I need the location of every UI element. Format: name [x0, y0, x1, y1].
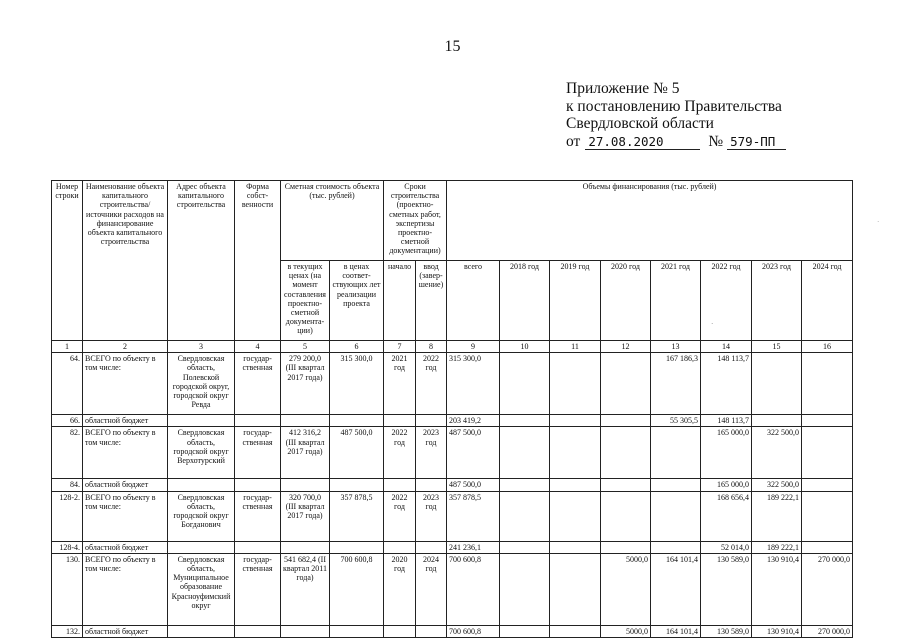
- cell-y2021: 164 101,4: [651, 553, 701, 625]
- cell-total: 241 236,1: [447, 541, 500, 553]
- cell-cost-project: [330, 625, 384, 637]
- cell-y2018: [500, 353, 550, 415]
- date-prefix: от: [566, 132, 581, 150]
- cell-ownership: государ-ственная: [235, 353, 281, 415]
- cell-no: 64.: [52, 353, 83, 415]
- cell-y2024: 270 000,0: [802, 625, 853, 637]
- cell-cost-current: 541 682,4 (II квартал 2011 года): [281, 553, 330, 625]
- cell-y2018: [500, 479, 550, 491]
- appendix-block: [566, 80, 786, 150]
- cell-address: Свердловская область, Муниципальное образование Красноуфимский округ: [168, 553, 235, 625]
- cell-start: [384, 415, 416, 427]
- resolution-date: 27.08.2020: [585, 135, 700, 150]
- cell-name: областной бюджет: [83, 415, 168, 427]
- cell-y2023: [752, 353, 802, 415]
- cell-y2021: [651, 491, 701, 541]
- cell-y2018: [500, 553, 550, 625]
- cell-y2023: 189 222,1: [752, 541, 802, 553]
- cell-ownership: [235, 415, 281, 427]
- header-year-2020: 2020 год: [601, 261, 651, 341]
- page-number: 15: [444, 38, 461, 55]
- column-number: 5: [281, 341, 330, 353]
- cell-end: 2022 год: [416, 353, 447, 415]
- cell-address: Свердловская область, городской округ Верхотурский: [168, 427, 235, 479]
- header-address: Адрес объекта капитального строительства: [168, 181, 235, 341]
- cell-start: 2021 год: [384, 353, 416, 415]
- table-row: [52, 541, 853, 553]
- column-number: 2: [83, 341, 168, 353]
- cell-end: 2023 год: [416, 427, 447, 479]
- header-ownership: Форма собст-венности: [235, 181, 281, 341]
- cell-y2019: [550, 479, 601, 491]
- scan-tick-mark: ·: [711, 320, 714, 328]
- cell-y2019: [550, 553, 601, 625]
- header-year-2021: 2021 год: [651, 261, 701, 341]
- cell-y2020: [601, 427, 651, 479]
- cell-y2022: 165 000,0: [701, 479, 752, 491]
- cell-ownership: государ-ственная: [235, 491, 281, 541]
- cell-cost-project: 357 878,5: [330, 491, 384, 541]
- header-row-number: Номер строки: [52, 181, 83, 341]
- cell-y2023: 322 500,0: [752, 479, 802, 491]
- cell-start: [384, 479, 416, 491]
- cell-y2021: [651, 541, 701, 553]
- cell-cost-current: 412 316,2 (III квартал 2017 года): [281, 427, 330, 479]
- cell-y2023: 322 500,0: [752, 427, 802, 479]
- cell-address: [168, 541, 235, 553]
- cell-cost-current: [281, 541, 330, 553]
- appendix-title: Приложение № 5: [566, 80, 680, 97]
- cell-end: [416, 479, 447, 491]
- cell-cost-project: [330, 415, 384, 427]
- cell-ownership: [235, 625, 281, 637]
- cell-cost-project: 315 300,0: [330, 353, 384, 415]
- cell-y2021: [651, 427, 701, 479]
- financing-table: [51, 180, 853, 638]
- cell-y2020: [601, 479, 651, 491]
- cell-total: 315 300,0: [447, 353, 500, 415]
- column-number: 15: [752, 341, 802, 353]
- header-construction-terms: Сроки строительства (проектно-сметных работ, экспертизы проектно-сметной документации): [384, 181, 447, 261]
- cell-end: [416, 415, 447, 427]
- cell-ownership: государ-ственная: [235, 427, 281, 479]
- cell-cost-project: 487 500,0: [330, 427, 384, 479]
- column-number: 6: [330, 341, 384, 353]
- header-row-top: [52, 181, 853, 261]
- table-row: [52, 553, 853, 625]
- cell-cost-current: 320 700,0 (III квартал 2017 года): [281, 491, 330, 541]
- appendix-region-line: Свердловской области: [566, 115, 714, 132]
- column-number: 14: [701, 341, 752, 353]
- cell-end: 2024 год: [416, 553, 447, 625]
- cell-cost-current: [281, 625, 330, 637]
- cell-end: 2023 год: [416, 491, 447, 541]
- cell-start: 2022 год: [384, 491, 416, 541]
- column-number: 1: [52, 341, 83, 353]
- cell-y2022: 148 113,7: [701, 353, 752, 415]
- cell-y2024: [802, 353, 853, 415]
- table-row: [52, 479, 853, 491]
- column-number: 3: [168, 341, 235, 353]
- cell-y2019: [550, 491, 601, 541]
- cell-y2023: 130 910,4: [752, 553, 802, 625]
- cell-y2020: 5000,0: [601, 553, 651, 625]
- cell-cost-project: [330, 479, 384, 491]
- cell-address: Свердловская область, Полевской городской округ, городской округ Ревда: [168, 353, 235, 415]
- number-prefix: №: [708, 132, 724, 150]
- cell-total: 487 500,0: [447, 479, 500, 491]
- column-number: 11: [550, 341, 601, 353]
- cell-start: [384, 541, 416, 553]
- cell-y2018: [500, 415, 550, 427]
- cell-y2020: 5000,0: [601, 625, 651, 637]
- cell-y2019: [550, 415, 601, 427]
- cell-y2019: [550, 625, 601, 637]
- cell-y2022: 148 113,7: [701, 415, 752, 427]
- cell-y2021: 55 305,5: [651, 415, 701, 427]
- cell-total: 203 419,2: [447, 415, 500, 427]
- header-start: начало: [384, 261, 416, 341]
- cell-total: 700 600,8: [447, 553, 500, 625]
- cell-cost-current: [281, 479, 330, 491]
- table-row: [52, 625, 853, 637]
- table-row: [52, 427, 853, 479]
- cell-no: 128-2.: [52, 491, 83, 541]
- cell-y2020: [601, 353, 651, 415]
- cell-cost-project: [330, 541, 384, 553]
- column-number: 9: [447, 341, 500, 353]
- cell-cost-current: 279 200,0 (III квартал 2017 года): [281, 353, 330, 415]
- header-financing: Объемы финансирования (тыс. рублей): [447, 181, 853, 261]
- cell-y2023: [752, 415, 802, 427]
- cell-y2020: [601, 491, 651, 541]
- cell-name: ВСЕГО по объекту в том числе:: [83, 491, 168, 541]
- cell-ownership: [235, 479, 281, 491]
- cell-no: 84.: [52, 479, 83, 491]
- cell-no: 82.: [52, 427, 83, 479]
- cell-y2024: [802, 491, 853, 541]
- cell-start: 2022 год: [384, 427, 416, 479]
- header-estimated-cost: Сметная стоимость объекта (тыс. рублей): [281, 181, 384, 261]
- cell-no: 130.: [52, 553, 83, 625]
- table-row: [52, 353, 853, 415]
- column-number: 4: [235, 341, 281, 353]
- header-year-2022: 2022 год: [701, 261, 752, 341]
- cell-start: [384, 625, 416, 637]
- cell-no: 66.: [52, 415, 83, 427]
- resolution-number: 579-ПП: [727, 135, 786, 150]
- scan-edge-mark: ·: [877, 218, 880, 226]
- cell-y2020: [601, 541, 651, 553]
- column-number: 12: [601, 341, 651, 353]
- header-year-2023: 2023 год: [752, 261, 802, 341]
- cell-y2018: [500, 491, 550, 541]
- cell-y2021: 164 101,4: [651, 625, 701, 637]
- cell-y2022: 165 000,0: [701, 427, 752, 479]
- cell-y2024: [802, 541, 853, 553]
- cell-y2022: 130 589,0: [701, 553, 752, 625]
- column-number: 8: [416, 341, 447, 353]
- header-year-2019: 2019 год: [550, 261, 601, 341]
- cell-name: областной бюджет: [83, 625, 168, 637]
- cell-y2023: 189 222,1: [752, 491, 802, 541]
- cell-y2022: 130 589,0: [701, 625, 752, 637]
- cell-y2023: 130 910,4: [752, 625, 802, 637]
- cell-cost-current: [281, 415, 330, 427]
- cell-name: ВСЕГО по объекту в том числе:: [83, 353, 168, 415]
- cell-name: областной бюджет: [83, 541, 168, 553]
- cell-y2024: [802, 479, 853, 491]
- cell-total: 700 600,8: [447, 625, 500, 637]
- cell-y2020: [601, 415, 651, 427]
- header-cost-project: в ценах соответ-ствующих лет реализации проекта: [330, 261, 384, 341]
- header-object-name: Наименование объекта капитального строительства/ источники расходов на финансирование объекта капитального строительства: [83, 181, 168, 341]
- appendix-date-number-line: [566, 133, 786, 151]
- cell-address: [168, 479, 235, 491]
- cell-end: [416, 625, 447, 637]
- table-row: [52, 415, 853, 427]
- cell-y2018: [500, 625, 550, 637]
- cell-y2022: 168 656,4: [701, 491, 752, 541]
- appendix-resolution-line: к постановлению Правительства: [566, 97, 782, 115]
- cell-name: ВСЕГО по объекту в том числе:: [83, 427, 168, 479]
- cell-no: 132.: [52, 625, 83, 637]
- cell-y2018: [500, 541, 550, 553]
- column-number: 10: [500, 341, 550, 353]
- header-year-2024: 2024 год: [802, 261, 853, 341]
- cell-y2021: [651, 479, 701, 491]
- cell-end: [416, 541, 447, 553]
- column-number-row: [52, 341, 853, 353]
- cell-ownership: государ-ственная: [235, 553, 281, 625]
- cell-y2024: 270 000,0: [802, 553, 853, 625]
- cell-name: областной бюджет: [83, 479, 168, 491]
- cell-total: 357 878,5: [447, 491, 500, 541]
- cell-no: 128-4.: [52, 541, 83, 553]
- cell-ownership: [235, 541, 281, 553]
- header-total: всего: [447, 261, 500, 341]
- cell-y2019: [550, 353, 601, 415]
- header-year-2018: 2018 год: [500, 261, 550, 341]
- cell-address: Свердловская область, городской округ Богданович: [168, 491, 235, 541]
- column-number: 13: [651, 341, 701, 353]
- cell-address: [168, 415, 235, 427]
- cell-y2024: [802, 415, 853, 427]
- column-number: 16: [802, 341, 853, 353]
- cell-name: ВСЕГО по объекту в том числе:: [83, 553, 168, 625]
- cell-address: [168, 625, 235, 637]
- cell-y2021: 167 186,3: [651, 353, 701, 415]
- cell-y2022: 52 014,0: [701, 541, 752, 553]
- cell-total: 487 500,0: [447, 427, 500, 479]
- cell-y2024: [802, 427, 853, 479]
- cell-start: 2020 год: [384, 553, 416, 625]
- column-number: 7: [384, 341, 416, 353]
- cell-y2019: [550, 427, 601, 479]
- table-row: [52, 491, 853, 541]
- cell-y2018: [500, 427, 550, 479]
- table-body: [52, 353, 853, 638]
- header-cost-current: в текущих ценах (на момент составления проектно-сметной документа-ции): [281, 261, 330, 341]
- cell-cost-project: 700 600,8: [330, 553, 384, 625]
- cell-y2019: [550, 541, 601, 553]
- header-end: ввод (завер-шение): [416, 261, 447, 341]
